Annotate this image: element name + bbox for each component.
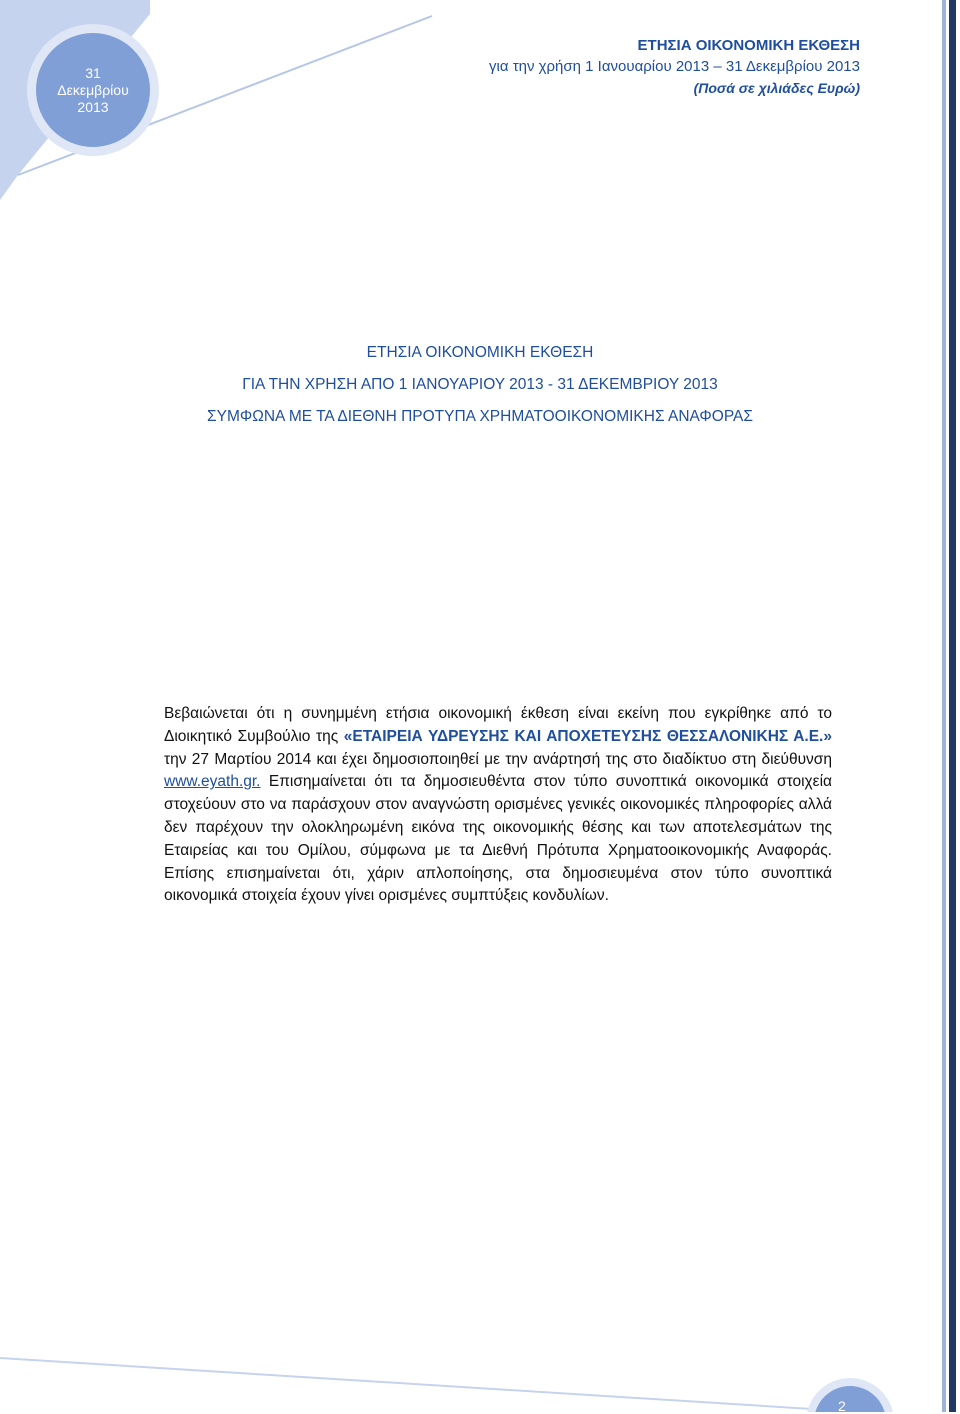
header-title: ΕΤΗΣΙΑ ΟΙΚΟΝΟΜΙΚΗ ΕΚΘΕΣΗ	[637, 37, 860, 54]
badge-year: 2013	[77, 98, 109, 115]
date-badge	[40, 30, 146, 150]
footer-decoration	[0, 1322, 960, 1412]
certification-paragraph	[164, 703, 832, 908]
header-units: (Ποσά σε χιλιάδες Ευρώ)	[693, 80, 860, 96]
badge-month: Δεκεμβρίου	[57, 81, 129, 98]
header-period: για την χρήση 1 Ιανουαρίου 2013 – 31 Δεκεμβρίου 2013	[489, 58, 860, 75]
report-title-block	[0, 340, 960, 436]
report-standards: ΣΥΜΦΩΝΑ ΜΕ ΤΑ ΔΙΕΘΝΗ ΠΡΟΤΥΠΑ ΧΡΗΜΑΤΟΟΙΚΟΝΟΜΙΚΗΣ ΑΝΑΦΟΡΑΣ	[207, 408, 753, 425]
edge-bar-light	[942, 0, 946, 1412]
paragraph-date: την 27 Μαρτίου 2014 και έχει δημοσιοποιηθεί με την ανάρτησή της στο διαδίκτυο στη διεύθυνση	[164, 750, 832, 768]
paragraph-body: Επισημαίνεται ότι τα δημοσιευθέντα στον τύπο συνοπτικά οικονομικά στοιχεία στοχεύουν στο να παράσχουν στον αναγνώστη ορισμένες γενικές οικονομικές πληροφορίες αλλά δεν παρέχουν την ολοκληρωμένη εικόνα της οικονομικής θέσης και των αποτελεσμάτων της Εταιρείας και του Ομίλου, σύμφωνα με τα Διεθνή Πρότυπα Χρηματοοικονομικής Αναφοράς. Επίσης επισημαίνεται ότι, χάριν απλοποίησης, στα δημοσιευμένα στον τύπο συνοπτικά οικονομικά στοιχεία έχουν γίνει ορισμένες συμπτύξεις κονδυλίων.	[164, 773, 832, 905]
report-title: ΕΤΗΣΙΑ ΟΙΚΟΝΟΜΙΚΗ ΕΚΘΕΣΗ	[366, 344, 594, 361]
edge-bar-dark	[949, 0, 956, 1412]
company-name: «ΕΤΑΙΡΕΙΑ ΥΔΡΕΥΣΗΣ ΚΑΙ ΑΠΟΧΕΤΕΥΣΗΣ ΘΕΣΣΑΛΟΝΙΚΗΣ Α.Ε.»	[343, 727, 832, 745]
website-link[interactable]: www.eyath.gr.	[164, 773, 261, 791]
badge-day: 31	[85, 64, 101, 81]
report-period: ΓΙΑ ΤΗΝ ΧΡΗΣΗ ΑΠΟ 1 ΙΑΝΟΥΑΡΙΟΥ 2013 - 31 ΔΕΚΕΜΒΡΙΟΥ 2013	[242, 376, 718, 393]
paragraph-intro: Βεβαιώνεται ότι η συνημμένη ετήσια οικονομική έκθεση είναι εκείνη που εγκρίθηκε από το Διοικητικό Συμβούλιο της	[164, 705, 832, 745]
page-number: 2	[838, 1398, 846, 1414]
page-header	[489, 36, 860, 98]
